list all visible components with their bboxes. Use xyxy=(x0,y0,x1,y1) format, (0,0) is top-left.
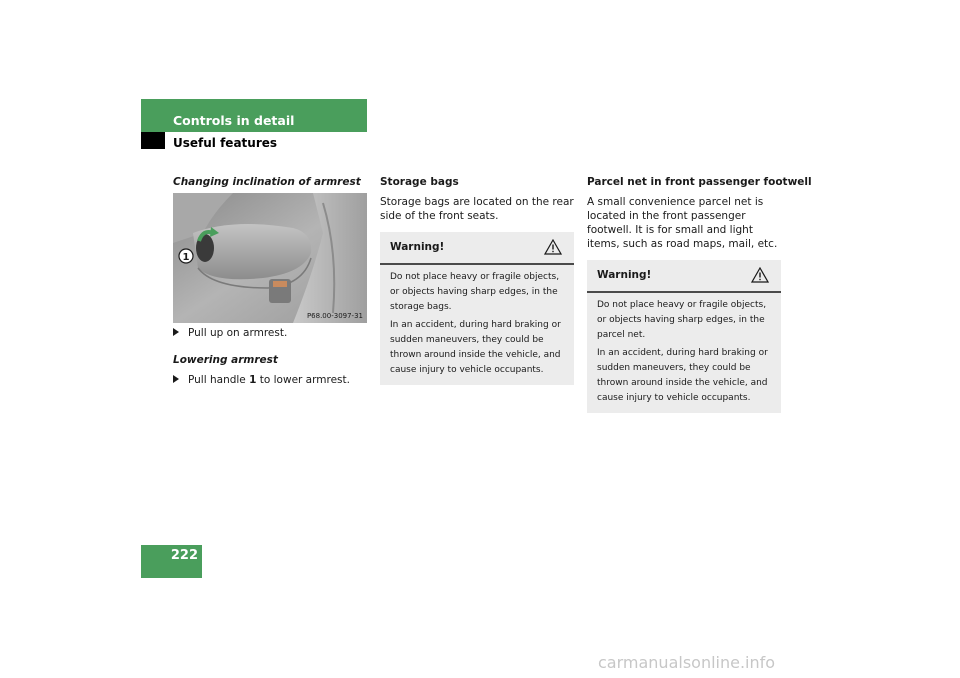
callout-1: 1 xyxy=(182,252,190,263)
warning-text-1: Do not place heavy or fragile objects, or objects having sharp edges, in the storage bags. xyxy=(390,272,560,312)
warning-text-1: Do not place heavy or fragile objects, or objects having sharp edges, in the parcel net. xyxy=(597,300,767,340)
parcel-warning-box xyxy=(587,260,781,413)
warning-text-2: In an accident, during hard braking or sudden maneuvers, they could be thrown around inside the vehicle, and cause injury to vehicle occupants. xyxy=(597,348,768,403)
watermark: carmanualsonline.info xyxy=(598,653,776,672)
armrest-photo xyxy=(173,193,367,323)
warning-text-2: In an accident, during hard braking or sudden maneuvers, they could be thrown around inside the vehicle, and cause injury to vehicle occupants. xyxy=(390,320,561,375)
warning-label: Warning! xyxy=(390,241,445,253)
armrest-heading: Changing inclination of armrest xyxy=(173,176,361,188)
warning-triangle-icon xyxy=(751,267,769,283)
step-arrow-icon xyxy=(173,328,179,336)
warning-label: Warning! xyxy=(597,269,652,281)
storage-bags-body: Storage bags are located on the rear side of the front seats. xyxy=(380,196,574,222)
page-number: 222 xyxy=(170,548,198,563)
image-label: P68.00-3097-31 xyxy=(306,312,363,320)
step-pull-up: Pull up on armrest. xyxy=(173,326,367,340)
header-marker xyxy=(141,132,165,149)
parcel-net-heading: Parcel net in front passenger footwell xyxy=(587,176,812,188)
step-arrow-icon xyxy=(173,375,179,383)
parcel-net-body: A small convenience parcel net is located in the front passenger footwell. It is for small and light items, such as road maps, mail, etc. xyxy=(587,196,778,250)
subsection-title: Useful features xyxy=(173,136,278,150)
step-pull-handle: Pull handle 1 to lower armrest. xyxy=(173,373,367,387)
warning-triangle-icon xyxy=(544,239,562,255)
lowering-heading: Lowering armrest xyxy=(173,354,278,366)
storage-bags-heading: Storage bags xyxy=(380,176,459,188)
storage-warning-box xyxy=(380,232,574,385)
section-title: Controls in detail xyxy=(173,113,295,128)
